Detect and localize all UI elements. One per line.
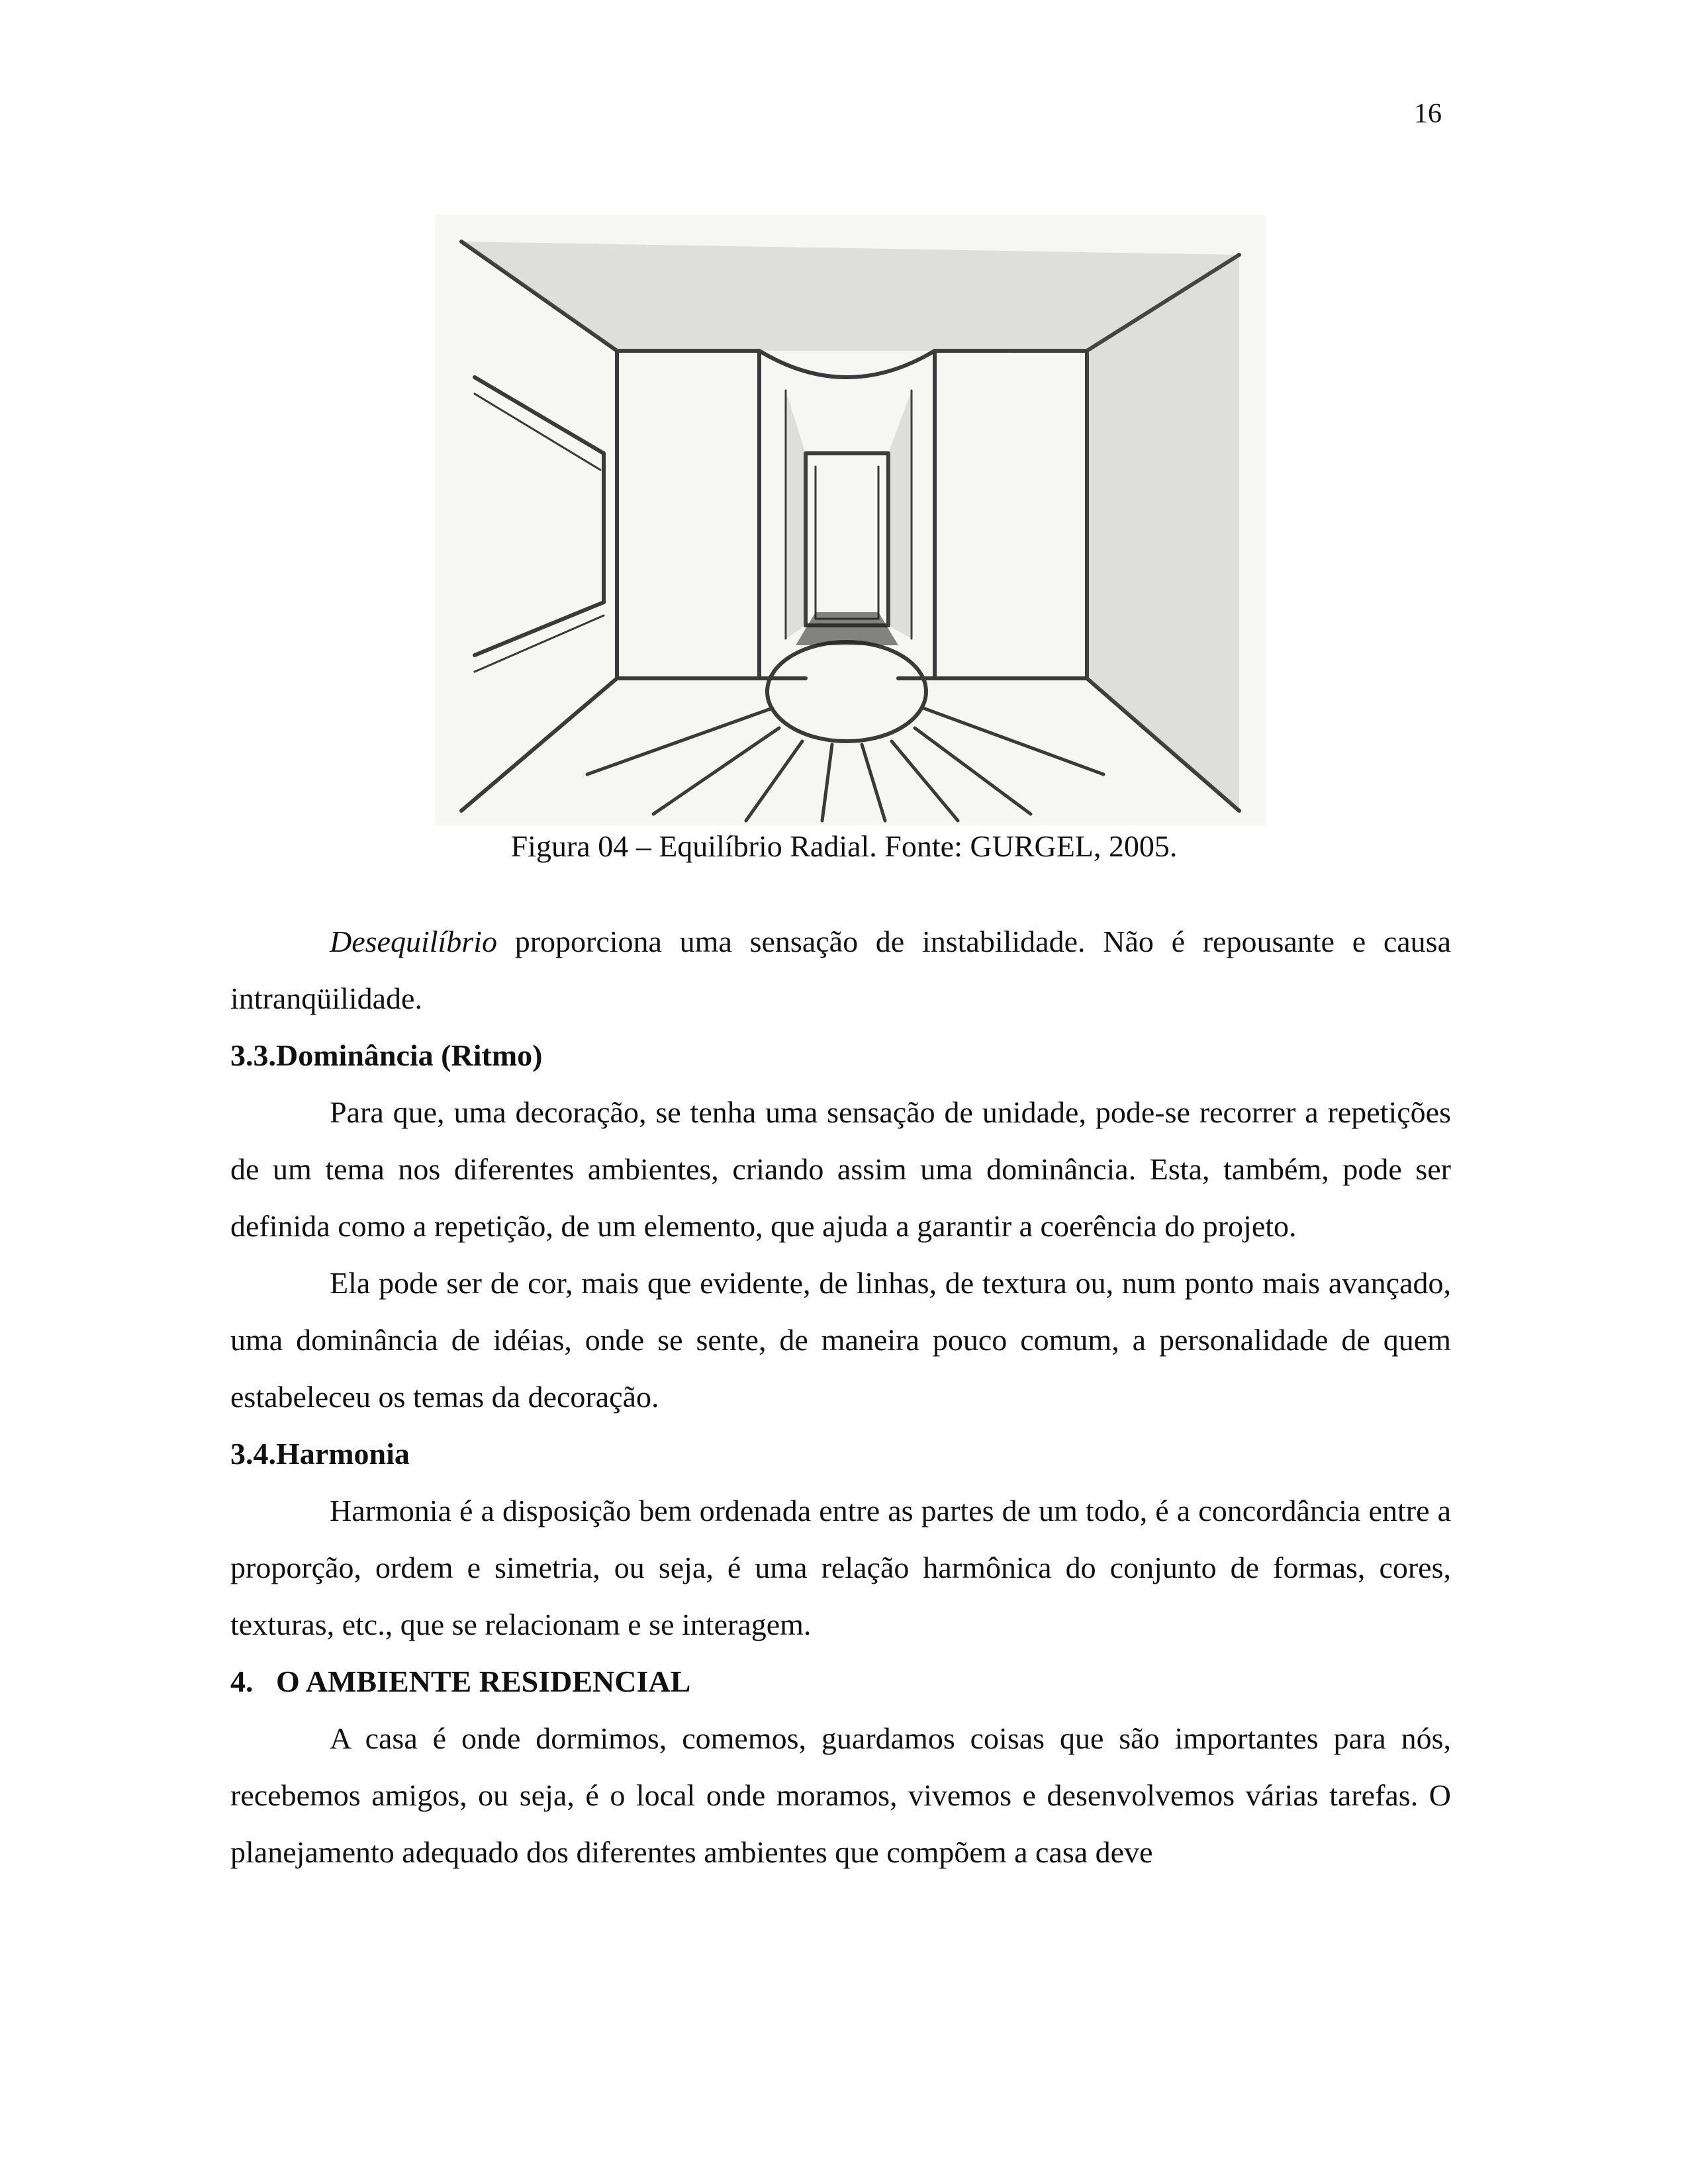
paragraph-desequilibrio bbox=[230, 913, 1451, 1027]
paragraph-desequilibrio-text: proporciona uma sensação de instabilidade. Não é repousante e causa intranqüilidade. bbox=[230, 925, 1451, 1015]
paragraph-dominancia-2: Ela pode ser de cor, mais que evidente, de linhas, de textura ou, num ponto mais avançado, uma dominância de idéias, onde se sente, de maneira pouco comum, a personalidade de quem estabeleceu os temas da decoração. bbox=[230, 1266, 1451, 1414]
term-desequilibrio: Desequilíbrio bbox=[330, 925, 497, 958]
paragraph-harmonia: Harmonia é a disposição bem ordenada entre as partes de um todo, é a concordância entre a proporção, ordem e simetria, ou seja, é uma relação harmônica do conjunto de formas, cores, texturas, etc., que se relacionam e se interagem. bbox=[230, 1494, 1451, 1641]
page-number: 16 bbox=[1414, 99, 1442, 129]
paragraph-dominancia-1: Para que, uma decoração, se tenha uma sensação de unidade, pode-se recorrer a repetições de um tema nos diferentes ambientes, criando assim uma dominância. Esta, também, pode ser definida como a repetição, de um elemento, que ajuda a garantir a coerência do projeto. bbox=[230, 1095, 1451, 1243]
figure-caption: Figura 04 – Equilíbrio Radial. Fonte: GURGEL, 2005. bbox=[510, 829, 1178, 863]
body-text bbox=[230, 913, 1451, 1881]
radial-balance-sketch bbox=[435, 215, 1266, 825]
sketch-drawing bbox=[435, 215, 1266, 825]
heading-dominancia: 3.3.Dominância (Ritmo) bbox=[230, 1038, 543, 1072]
heading-harmonia: 3.4.Harmonia bbox=[230, 1437, 410, 1471]
heading-ambiente-residencial: 4. O AMBIENTE RESIDENCIAL bbox=[230, 1664, 691, 1698]
paragraph-ambiente-residencial: A casa é onde dormimos, comemos, guardamos coisas que são importantes para nós, recebemos amigos, ou seja, é o local onde moramos, vivemos e desenvolvemos várias tarefas. O planejamento adequado dos diferentes ambientes que compõem a casa deve bbox=[230, 1721, 1451, 1869]
